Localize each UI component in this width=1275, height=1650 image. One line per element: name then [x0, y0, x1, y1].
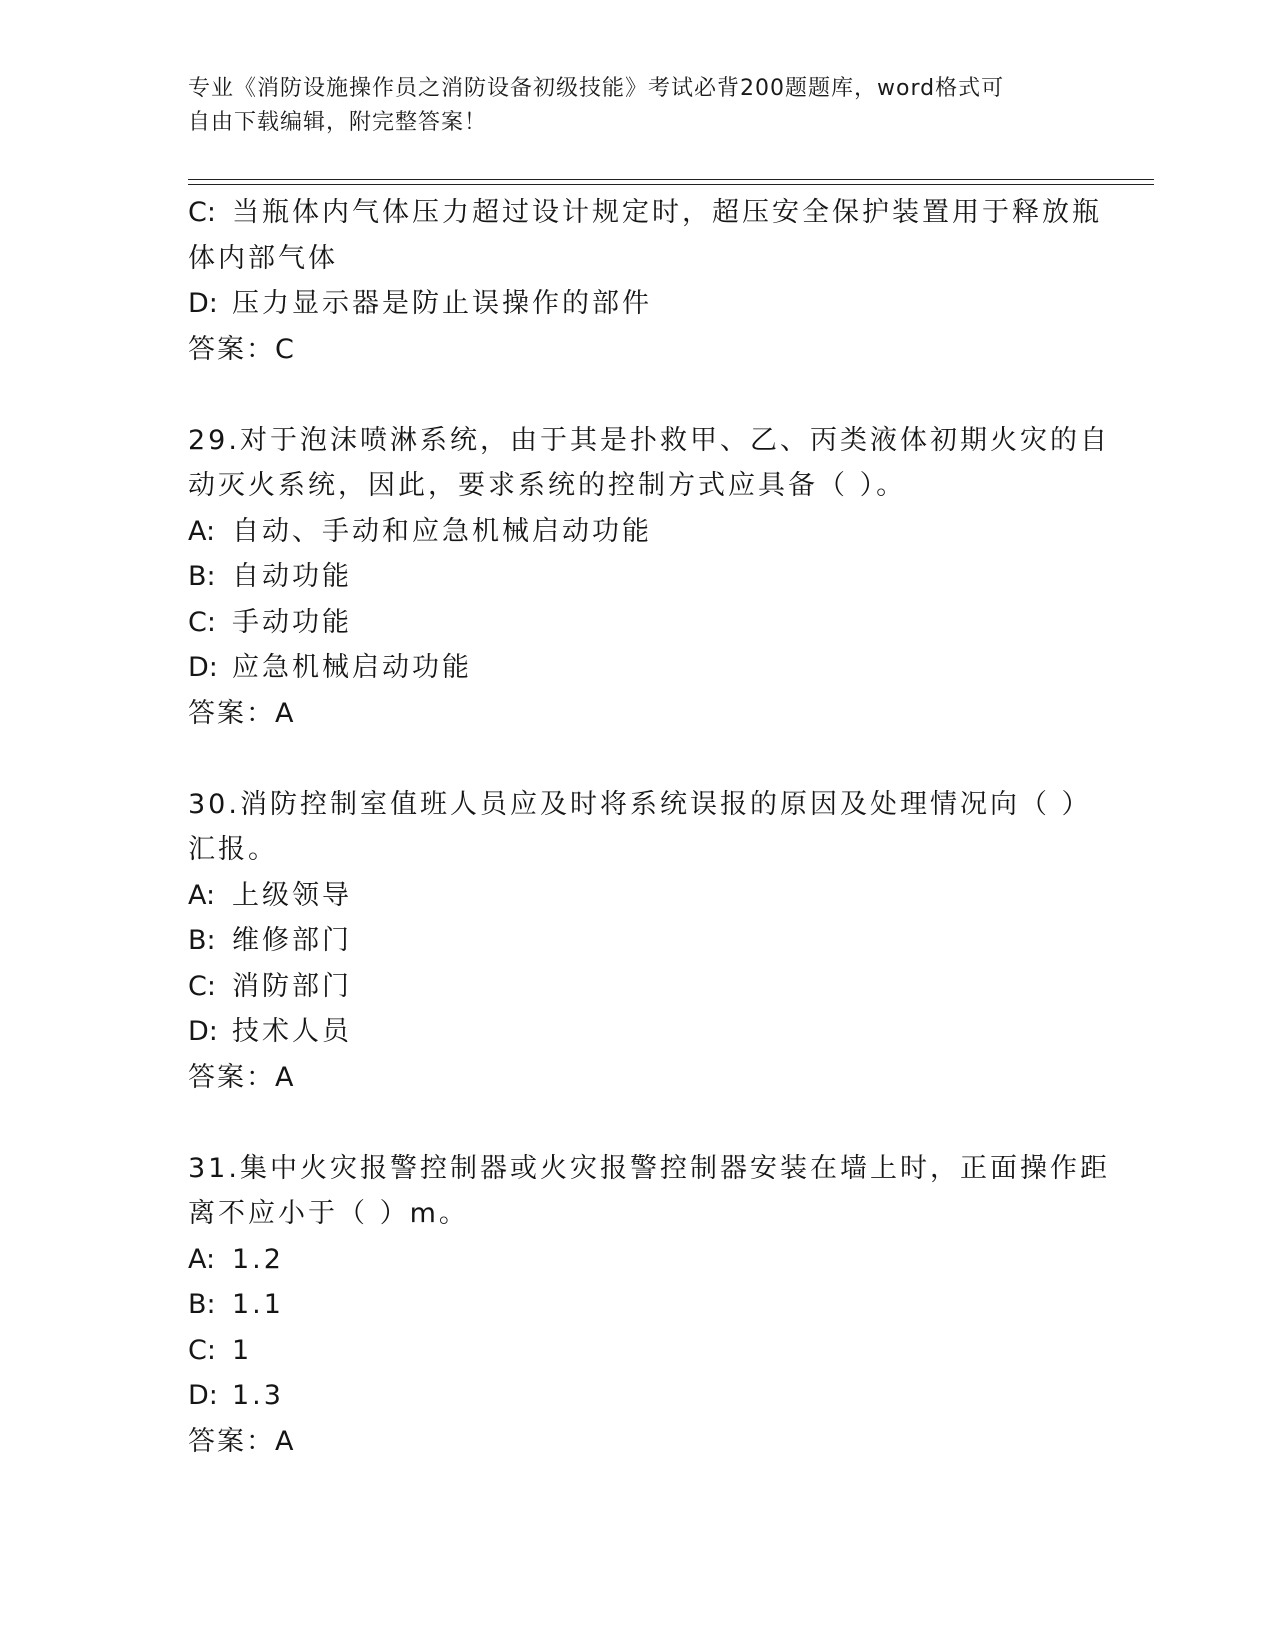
option-text: 1.1 — [232, 1289, 284, 1320]
option-label: B: — [188, 925, 216, 956]
option-text: 维修部门 — [232, 925, 352, 956]
option-label: C: — [188, 606, 216, 638]
prev-question-block — [188, 190, 1102, 372]
question-stem-line-1: 29.对于泡沫喷淋系统，由于其是扑救甲、乙、丙类液体初期火灾的自 — [188, 424, 1110, 456]
answer-line: 答案：A — [188, 1425, 296, 1457]
option-text: 自动、手动和应急机械启动功能 — [232, 515, 652, 547]
header-divider-top — [188, 179, 1154, 180]
question-stem-line-1: 31.集中火灾报警控制器或火灾报警控制器安装在墙上时，正面操作距 — [188, 1152, 1110, 1184]
option-text: 当瓶体内气体压力超过设计规定时，超压安全保护装置用于释放瓶 — [232, 197, 1102, 228]
option-label: C: — [188, 970, 216, 1002]
option-d — [188, 1009, 1088, 1055]
option-text: 1.2 — [232, 1243, 284, 1275]
option-c — [188, 964, 1088, 1010]
option-label: A: — [188, 515, 216, 547]
option-text: 消防部门 — [232, 970, 352, 1002]
option-c — [188, 600, 1088, 646]
option-b — [188, 918, 1088, 964]
option-a — [188, 1237, 1088, 1283]
option-text: 1.3 — [232, 1380, 284, 1411]
option-label: C: — [188, 197, 216, 228]
option-label: B: — [188, 1289, 216, 1320]
document-header — [188, 72, 1068, 140]
option-label: D: — [188, 1380, 218, 1411]
option-d — [188, 645, 1088, 691]
header-line-1: 专业《消防设施操作员之消防设备初级技能》考试必背200题题库，word格式可 — [188, 76, 1005, 101]
option-text: 1 — [232, 1334, 253, 1366]
option-c — [188, 190, 1102, 236]
option-d — [188, 1373, 1088, 1419]
question-stem-line-2: 动灭火系统，因此，要求系统的控制方式应具备（ ）。 — [188, 470, 907, 501]
option-label: B: — [188, 561, 216, 592]
option-text: 压力显示器是防止误操作的部件 — [232, 288, 652, 319]
option-label: A: — [188, 879, 216, 911]
option-text: 技术人员 — [232, 1016, 352, 1047]
answer-line: 答案：A — [188, 697, 296, 729]
option-b — [188, 554, 1088, 600]
question-stem-line-2: 汇报。 — [188, 834, 278, 865]
document-body — [188, 190, 1110, 1464]
option-label: A: — [188, 1243, 216, 1275]
question-30 — [188, 782, 1092, 1101]
answer-line: 答案：C — [188, 333, 296, 365]
option-label: C: — [188, 1334, 216, 1366]
option-text: 自动功能 — [232, 561, 352, 592]
answer-line: 答案：A — [188, 1061, 296, 1093]
header-line-2: 自由下载编辑，附完整答案！ — [188, 110, 488, 135]
option-label: D: — [188, 288, 218, 319]
option-b — [188, 1282, 1088, 1328]
option-c — [188, 1328, 1088, 1374]
option-label: D: — [188, 652, 218, 683]
option-text: 应急机械启动功能 — [232, 652, 472, 683]
question-stem-line-1: 30.消防控制室值班人员应及时将系统误报的原因及处理情况向（ ） — [188, 788, 1092, 820]
header-divider-bottom — [188, 184, 1154, 185]
question-29 — [188, 418, 1110, 737]
option-d — [188, 281, 1088, 327]
option-c-continuation: 体内部气体 — [188, 242, 338, 274]
question-31 — [188, 1146, 1110, 1465]
option-a — [188, 509, 1088, 555]
option-text: 手动功能 — [232, 606, 352, 638]
question-stem-line-2: 离不应小于（ ）m。 — [188, 1198, 469, 1229]
option-a — [188, 873, 1088, 919]
option-text: 上级领导 — [232, 879, 352, 911]
option-label: D: — [188, 1016, 218, 1047]
